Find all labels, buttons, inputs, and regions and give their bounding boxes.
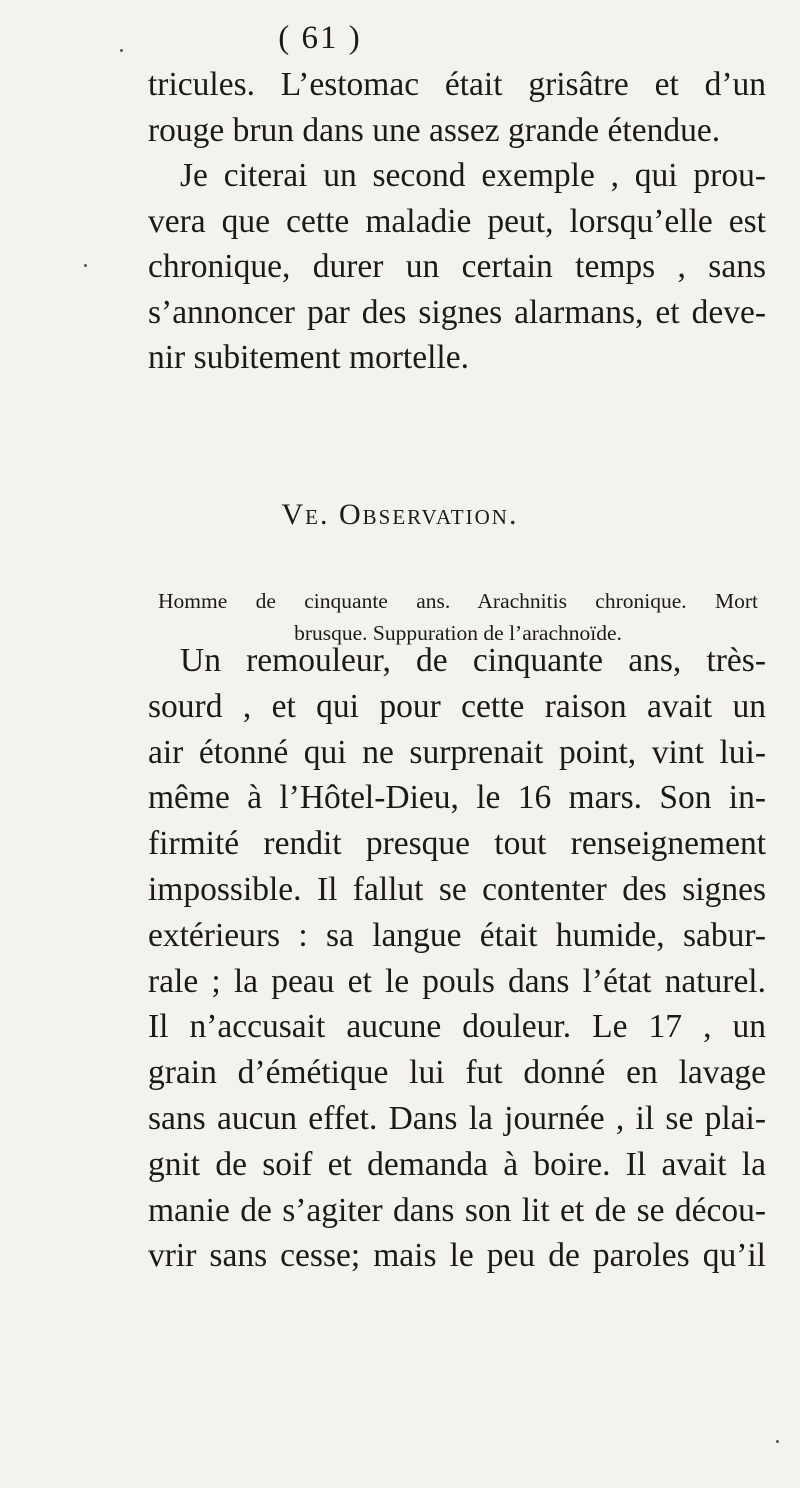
page-speck — [776, 1440, 779, 1443]
paragraph-continued — [148, 62, 766, 381]
page-speck — [120, 49, 123, 52]
text-line: grain d’émétique lui fut donné en lavage — [148, 1054, 766, 1092]
text-line: Un remouleur, de cinquante ans, très- — [180, 642, 766, 679]
text-line: s’annoncer par des signes alarmans, et deve- — [148, 293, 766, 331]
summary-line: brusque. Suppuration de l’arachnoïde. — [294, 621, 622, 645]
text-line: Je citerai un second exemple , qui prou- — [180, 157, 766, 194]
text-line: manie de s’agiter dans son lit et de se décou- — [148, 1191, 766, 1229]
text-line: sans aucun effet. Dans la journée , il se plai- — [148, 1099, 766, 1137]
text-line: rouge brun dans une assez grande étendue. — [148, 111, 721, 149]
text-line: Il n’accusait aucune douleur. Le 17 , un — [148, 1008, 766, 1046]
text-line: vrir sans cesse; mais le peu de paroles qu’il — [148, 1237, 766, 1275]
text-line: air étonné qui ne surprenait point, vint lui- — [148, 733, 766, 771]
text-line: même à l’Hôtel-Dieu, le 16 mars. Son in- — [148, 779, 766, 817]
summary-line: Homme de cinquante ans. Arachnitis chronique. Mort — [158, 589, 758, 613]
page-number: ( 61 ) — [278, 20, 362, 56]
observation-paragraph — [148, 638, 766, 1279]
text-line: firmité rendit presque tout renseignement — [148, 825, 766, 863]
text-line: rale ; la peau et le pouls dans l’état naturel. — [148, 962, 766, 1000]
text-line: sourd , et qui pour cette raison avait un — [148, 687, 766, 725]
text-line: impossible. Il fallut se contenter des signes — [148, 870, 766, 908]
page-speck — [84, 264, 87, 267]
observation-heading: Ve. Observation. — [281, 498, 519, 531]
text-line: chronique, durer un certain temps , sans — [148, 248, 766, 285]
text-line: nir subitement mortelle. — [148, 339, 469, 376]
text-line: gnit de soif et demanda à boire. Il avait la — [148, 1145, 766, 1183]
text-line: extérieurs : sa langue était humide, sabur- — [148, 916, 766, 954]
text-line: vera que cette maladie peut, lorsqu’elle est — [148, 202, 766, 240]
text-line: tricules. L’estomac était grisâtre et d’un — [148, 66, 766, 103]
